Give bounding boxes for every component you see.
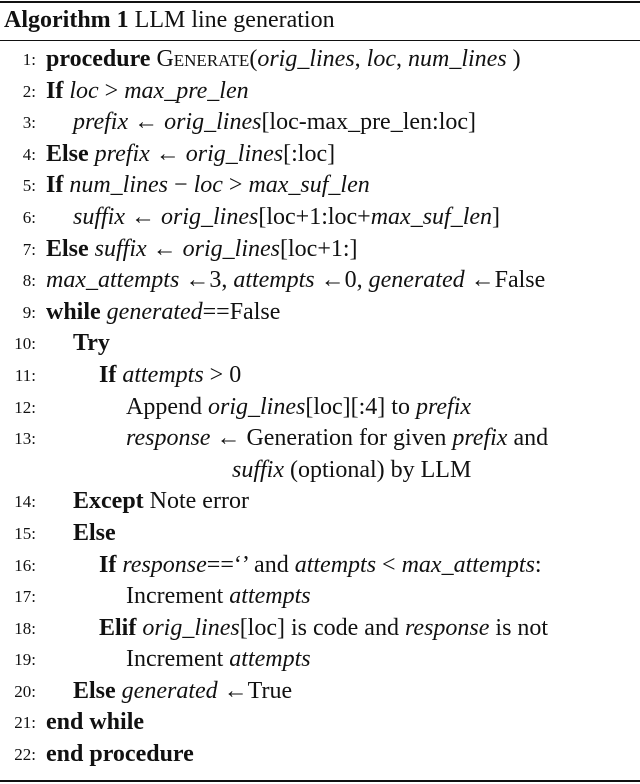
code-row <box>73 107 476 139</box>
variable: prefix <box>415 393 472 420</box>
algorithm-line <box>0 550 640 582</box>
code-row <box>126 581 311 613</box>
variable: max_suf_len <box>248 172 370 199</box>
algorithm-line <box>0 423 640 486</box>
keyword: If <box>99 551 117 578</box>
line-number: 7: <box>22 239 36 259</box>
code-text: ( <box>249 46 258 72</box>
code-text: [loc] is code and <box>239 614 405 641</box>
line-number: 15: <box>14 523 36 543</box>
variable: prefix <box>94 140 150 167</box>
line-code <box>46 739 194 771</box>
variable: orig_lines <box>142 614 240 641</box>
line-code <box>46 234 358 266</box>
code-text: ← <box>149 140 186 167</box>
line-code <box>73 328 110 360</box>
keyword: end while <box>46 709 145 736</box>
code-row <box>126 644 311 676</box>
code-text: , <box>396 46 408 72</box>
code-text: : <box>534 551 542 578</box>
code-text: (optional) by LLM <box>284 456 472 483</box>
code-text: ←False <box>464 267 546 294</box>
code-text: Increment <box>126 646 230 673</box>
keyword: Else <box>46 235 89 262</box>
code-text: < <box>376 551 402 578</box>
code-row-continuation <box>126 455 548 487</box>
algorithm-line <box>0 170 640 202</box>
code-text: ←3, <box>179 267 234 294</box>
variable: generated <box>368 267 465 294</box>
variable: attempts <box>229 646 311 673</box>
keyword: procedure <box>46 46 151 72</box>
variable: loc <box>193 172 223 199</box>
caption-rule <box>0 40 640 41</box>
variable: response <box>122 551 207 578</box>
variable: num_lines <box>408 46 507 72</box>
code-text: [:loc] <box>283 140 336 167</box>
code-row <box>99 613 548 645</box>
variable: attempts <box>122 361 204 388</box>
line-code <box>46 170 370 202</box>
line-code <box>73 676 292 708</box>
code-text: ←0, <box>314 267 369 294</box>
variable: orig_lines <box>185 140 284 167</box>
code-text: ==False <box>202 298 281 325</box>
line-number: 14: <box>14 492 36 512</box>
algorithm-line <box>0 518 640 550</box>
algorithm-line <box>0 234 640 266</box>
variable: attempts <box>294 551 377 578</box>
keyword: Except <box>73 488 144 515</box>
variable: max_suf_len <box>370 203 493 230</box>
variable: attempts <box>229 583 311 610</box>
variable: response <box>404 614 490 641</box>
line-code <box>46 139 335 171</box>
code-text: ) <box>506 46 521 72</box>
algorithm-line <box>0 644 640 676</box>
code-text: ←True <box>217 677 293 704</box>
algorithm-line <box>0 202 640 234</box>
variable: orig_lines <box>164 109 262 136</box>
algorithm-line <box>0 581 640 613</box>
keyword: Try <box>73 330 110 357</box>
code-text: [loc+1:loc+ <box>258 203 371 230</box>
variable: max_attempts <box>46 267 180 294</box>
line-number: 20: <box>14 681 36 701</box>
line-number: 18: <box>14 618 36 638</box>
line-number: 5: <box>22 176 36 196</box>
code-row <box>46 739 194 771</box>
code-row <box>46 139 335 171</box>
keyword: If <box>46 172 64 199</box>
line-code <box>73 518 116 550</box>
code-text: > <box>222 172 249 199</box>
algorithm-line <box>0 297 640 329</box>
algorithm-name: LLM line generation <box>134 7 335 33</box>
code-row <box>99 550 542 582</box>
code-row <box>126 392 471 424</box>
variable: suffix <box>73 203 125 230</box>
variable: orig_lines <box>207 393 306 420</box>
algorithm-line <box>0 265 640 297</box>
code-text: is not <box>489 614 549 641</box>
variable: loc <box>69 77 99 104</box>
algorithm-line <box>0 107 640 139</box>
line-code <box>46 707 144 739</box>
line-code <box>73 202 500 234</box>
code-text: [loc-max_pre_len:loc] <box>261 109 477 136</box>
line-number: 4: <box>22 144 36 164</box>
variable: num_lines <box>69 172 169 199</box>
line-number: 11: <box>14 365 36 385</box>
code-text: [loc+1:] <box>280 235 358 262</box>
code-text: Append <box>126 393 208 420</box>
keyword: Else <box>46 140 89 167</box>
variable: orig_lines <box>257 46 355 72</box>
code-row <box>46 44 521 76</box>
line-code <box>99 613 548 645</box>
line-number: 8: <box>22 271 36 291</box>
line-number: 13: <box>14 429 36 449</box>
line-number: 19: <box>14 650 36 670</box>
keyword: Elif <box>99 614 137 641</box>
code-row <box>46 297 280 329</box>
line-code <box>73 107 476 139</box>
line-code <box>46 44 521 76</box>
variable: prefix <box>73 109 129 136</box>
code-text: Note error <box>143 488 249 515</box>
algorithm-line <box>0 739 640 771</box>
code-text: , <box>354 46 367 72</box>
code-text: ] <box>492 203 501 230</box>
code-text: ← <box>125 203 161 230</box>
algorithm-line <box>0 676 640 708</box>
line-code <box>126 392 471 424</box>
variable: response <box>126 425 211 452</box>
code-row <box>99 360 241 392</box>
variable: attempts <box>233 267 315 294</box>
line-number: 12: <box>14 397 36 417</box>
line-code <box>46 76 249 108</box>
line-code <box>46 297 280 329</box>
line-code <box>99 360 241 392</box>
code-text: [loc][:4] to <box>305 393 416 420</box>
code-row <box>46 234 358 266</box>
code-row <box>73 486 249 518</box>
line-code <box>99 550 542 582</box>
algorithm-line <box>0 613 640 645</box>
code-text: ← Generation for given <box>210 425 453 452</box>
code-text: ← <box>146 235 183 262</box>
algorithm-line <box>0 486 640 518</box>
keyword: Else <box>73 519 116 546</box>
line-number: 10: <box>14 334 36 354</box>
top-rule <box>0 1 640 3</box>
code-text: > <box>98 77 125 104</box>
line-code <box>126 644 311 676</box>
algorithm-label: Algorithm 1 <box>4 7 129 33</box>
code-row <box>46 707 144 739</box>
algorithm-line <box>0 76 640 108</box>
keyword: Else <box>73 677 116 704</box>
line-number: 22: <box>14 745 36 765</box>
code-row <box>73 202 500 234</box>
code-row <box>73 328 110 360</box>
code-text: Increment <box>126 583 230 610</box>
keyword: If <box>99 361 117 388</box>
algorithm-line <box>0 707 640 739</box>
code-row <box>46 170 370 202</box>
variable: orig_lines <box>182 235 281 262</box>
line-code <box>126 581 311 613</box>
line-code <box>46 265 545 297</box>
variable: suffix <box>232 456 284 483</box>
code-row <box>46 265 545 297</box>
line-number: 2: <box>22 81 36 101</box>
keyword: while <box>46 298 101 325</box>
code-row <box>46 76 249 108</box>
variable: max_pre_len <box>124 77 249 104</box>
variable: generated <box>121 677 218 704</box>
variable: max_attempts <box>401 551 535 578</box>
bottom-rule <box>0 780 640 782</box>
algorithm-line <box>0 392 640 424</box>
variable: loc <box>366 46 396 72</box>
line-number: 3: <box>22 113 36 133</box>
code-text: − <box>168 172 194 199</box>
code-row <box>73 518 116 550</box>
code-text: and <box>507 425 549 452</box>
algorithm-line <box>0 139 640 171</box>
keyword: end procedure <box>46 741 194 768</box>
variable: prefix <box>452 425 508 452</box>
code-text: > 0 <box>203 361 242 388</box>
variable: orig_lines <box>161 203 259 230</box>
algorithm-line <box>0 360 640 392</box>
line-number: 16: <box>14 555 36 575</box>
algorithm-line <box>0 328 640 360</box>
algorithm-lines <box>0 44 640 771</box>
function-name: Generate <box>156 46 250 72</box>
line-number: 21: <box>14 713 36 733</box>
variable: generated <box>106 298 203 325</box>
line-number: 9: <box>22 302 36 322</box>
keyword: If <box>46 77 64 104</box>
code-text: ==‘’ and <box>206 551 295 578</box>
line-number: 6: <box>22 207 36 227</box>
line-code <box>73 486 249 518</box>
code-text: ← <box>128 109 165 136</box>
code-row <box>73 676 292 708</box>
line-number: 1: <box>22 50 36 69</box>
algorithm-caption <box>4 6 335 34</box>
variable: suffix <box>94 235 147 262</box>
line-number: 17: <box>14 587 36 607</box>
line-code <box>126 423 548 486</box>
algorithm-line <box>0 44 640 76</box>
code-row <box>126 423 548 455</box>
